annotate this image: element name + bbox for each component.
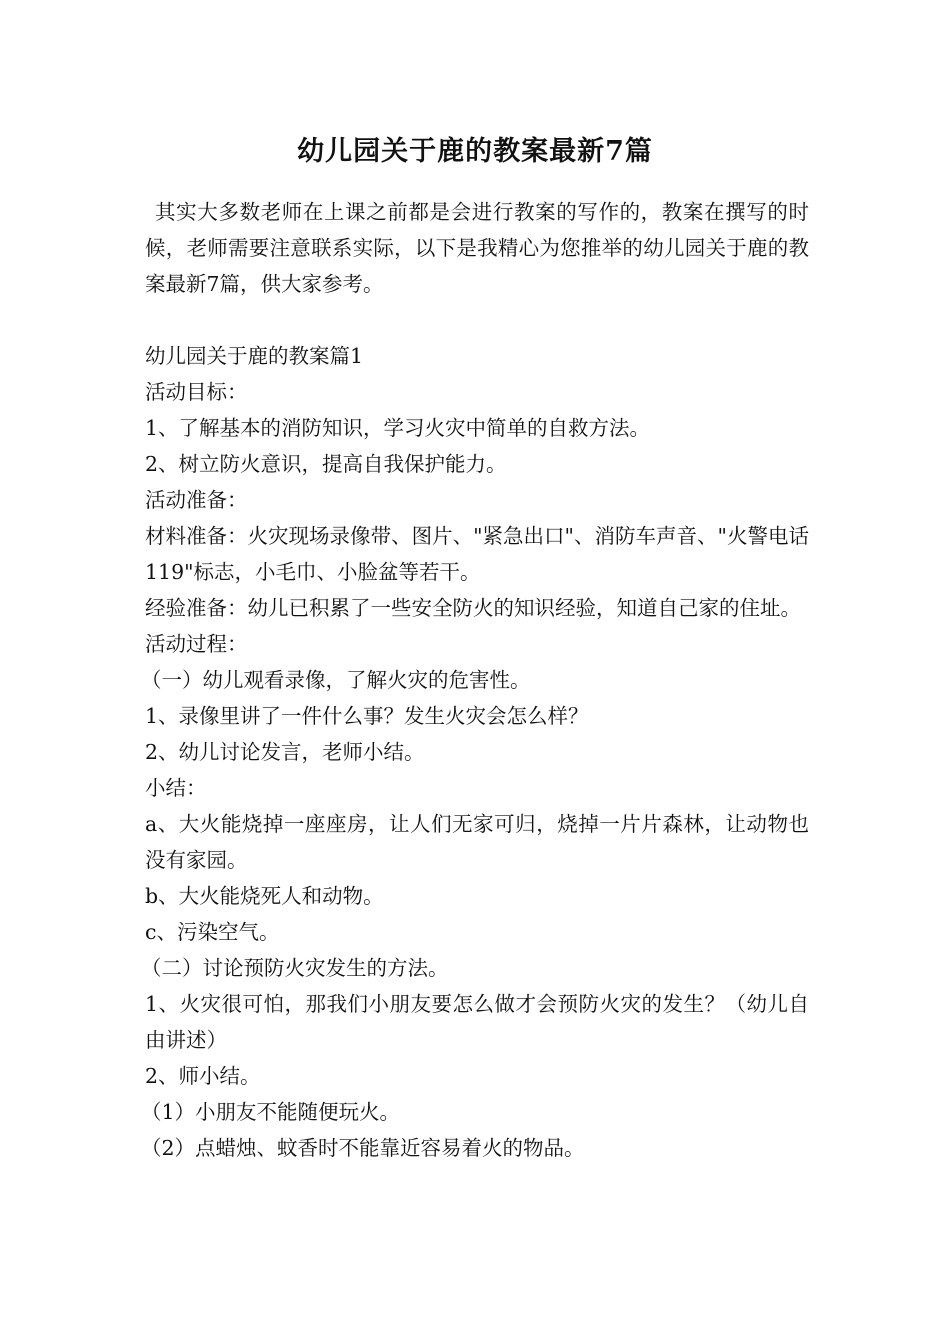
body-line: 1、了解基本的消防知识，学习火灾中简单的自救方法。 (145, 416, 651, 440)
document-body (141, 194, 809, 1166)
body-line: 活动目标： (145, 380, 248, 404)
document-title: 幼儿园关于鹿的教案最新7篇 (297, 136, 653, 167)
section-heading: 幼儿园关于鹿的教案篇1 (145, 344, 364, 368)
body-line: 1、火灾很可怕，那我们小朋友要怎么做才会预防火灾的发生？（幼儿自由讲述） (145, 992, 809, 1052)
body-line: a、大火能烧掉一座座房，让人们无家可归，烧掉一片片森林，让动物也没有家园。 (145, 812, 809, 872)
body-line: 1、录像里讲了一件什么事？发生火灾会怎么样？ (145, 704, 589, 728)
body-line: b、大火能烧死人和动物。 (145, 884, 384, 908)
intro-paragraph: 其实大多数老师在上课之前都是会进行教案的写作的，教案在撰写的时候，老师需要注意联系实际，以下是我精心为您推举的幼儿园关于鹿的教案最新7篇，供大家参考。 (145, 200, 809, 296)
body-line: c、污染空气。 (145, 920, 280, 944)
body-line: 经验准备：幼儿已积累了一些安全防火的知识经验，知道自己家的住址。 (145, 596, 801, 620)
body-line: （一）幼儿观看录像，了解火灾的危害性。 (141, 668, 531, 692)
body-line: 小结： (145, 776, 207, 800)
body-line: 2、幼儿讨论发言，老师小结。 (145, 740, 425, 764)
body-line: 活动准备： (145, 488, 248, 512)
body-line: （二）讨论预防火灾发生的方法。 (141, 956, 449, 980)
body-line: 2、师小结。 (145, 1064, 261, 1088)
body-line: （2）点蜡烛、蚊香时不能靠近容易着火的物品。 (141, 1136, 585, 1160)
body-line: 2、树立防火意识，提高自我保护能力。 (145, 452, 507, 476)
body-line: （1）小朋友不能随便玩火。 (141, 1100, 401, 1124)
body-line: 材料准备：火灾现场录像带、图片、"紧急出口"、消防车声音、"火警电话119"标志，小毛巾、小脸盆等若干。 (145, 524, 809, 584)
body-line: 活动过程： (145, 632, 248, 656)
